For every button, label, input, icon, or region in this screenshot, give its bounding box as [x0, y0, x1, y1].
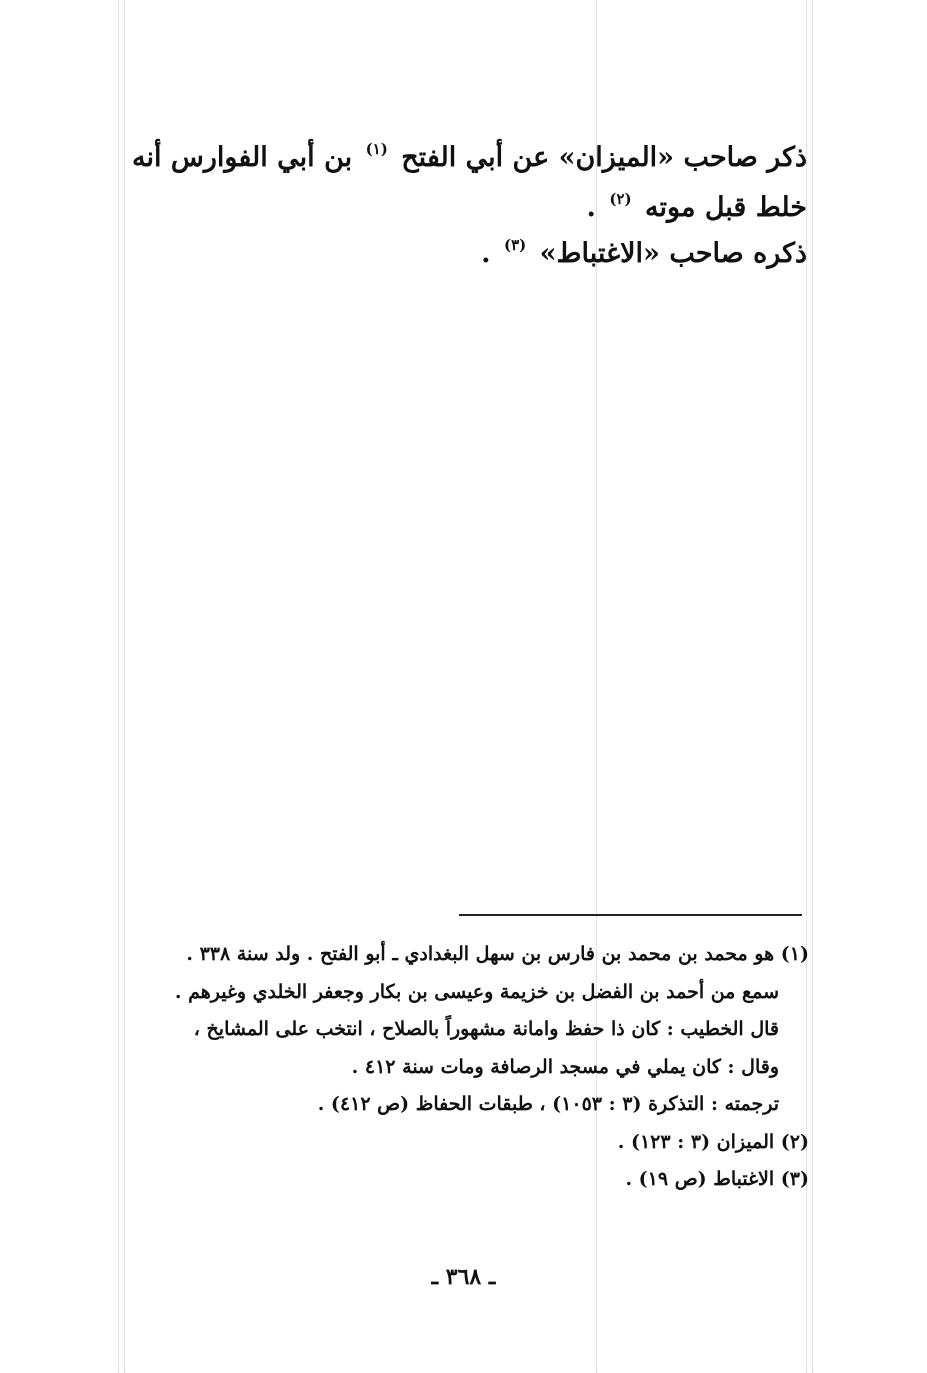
body-line-3 [107, 228, 807, 280]
body-text: ذكر صاحب «الميزان» عن أبي الفتح [401, 142, 807, 173]
body-text: . [481, 238, 491, 269]
footnote-1-line-2: سمع من أحمد بن الفضل بن خزيمة وعيسى بن بكار وجعفر الخلدي وغيرهم . [174, 980, 779, 1003]
footnote-separator [459, 914, 802, 916]
footnote-1-line-5: ترجمته : التذكرة (٣ : ١٠٥٣) ، طبقات الحفاظ (ص ٤١٢) . [317, 1093, 779, 1115]
body-text: ذكره صاحب «الاغتباط» [539, 238, 807, 269]
footnote-ref-3[interactable]: (٣) [503, 236, 527, 254]
footnotes-section [89, 936, 809, 1199]
body-line-2 [107, 188, 807, 228]
footnote-1-line-3: قال الخطيب : كان ذا حفظ وامانة مشهوراً بالصلاح ، انتخب على المشايخ ، [193, 1018, 779, 1040]
body-line-1 [107, 128, 807, 188]
scan-guide-line [812, 0, 813, 1373]
footnote-ref-1[interactable]: (١) [365, 140, 388, 158]
body-text: بن أبي الفوارس أنه [132, 142, 353, 173]
footnote-1-line-1: (١) هو محمد بن محمد بن فارس بن سهل البغدادي ـ أبو الفتح . ولد سنة ٣٣٨ . [186, 943, 809, 965]
body-text: خلط قبل موته [645, 192, 807, 223]
main-body-text [107, 128, 807, 280]
footnote-1-line-4: وقال : كان يملي في مسجد الرصافة ومات سنة ٤١٢ . [351, 1055, 779, 1078]
footnote-3: (٣) الاغتباط (ص ١٩) . [625, 1168, 809, 1190]
footnote-ref-2[interactable]: (٢) [609, 190, 632, 208]
footnote-2: (٢) الميزان (٣ : ١٢٣) . [617, 1130, 809, 1153]
page-number: ـ ٣٦٨ ـ [431, 1264, 496, 1290]
body-text: . [586, 192, 596, 223]
